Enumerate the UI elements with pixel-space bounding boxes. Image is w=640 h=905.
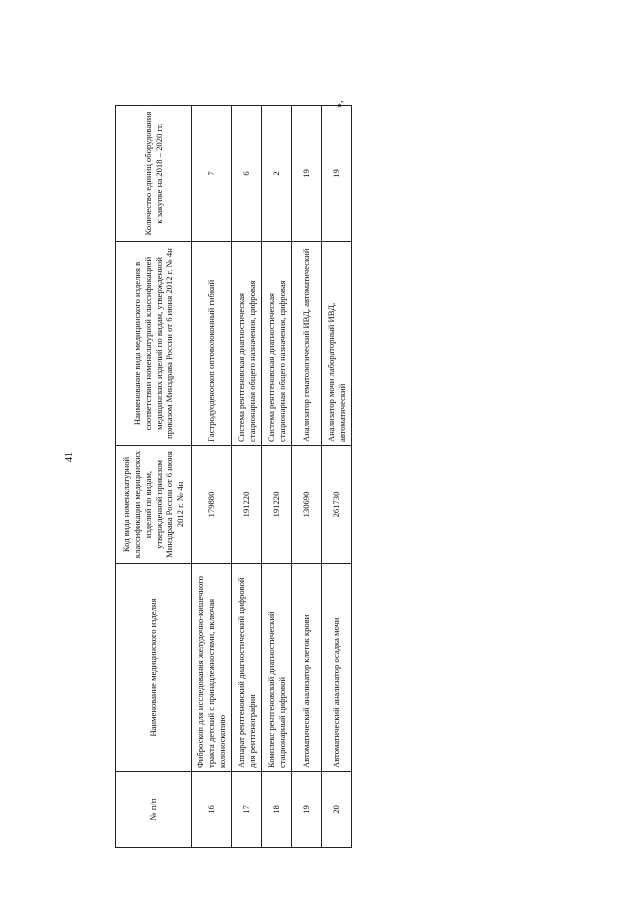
row-code: 191220 xyxy=(262,446,292,564)
row-device-name: Автоматический анализатор осадка мочи xyxy=(322,564,352,772)
header-quantity: Количество единиц оборудования к закупке на 2018 – 2020 гг. xyxy=(116,106,192,242)
table-row xyxy=(262,106,292,848)
row-type-name: Анализатор мочи лабораторный ИВД, автоматический xyxy=(322,242,352,446)
row-quantity: 2 xyxy=(262,106,292,242)
header-type-name: Наименование вида медицинского изделия в соответствии номенклатурной классификацией медицинских изделий по видам, утвержденной приказом Минздрава России от 6 июня 2012 г. № 4н xyxy=(116,242,192,446)
row-type-name: Анализатор гематологический ИВД, автоматический xyxy=(292,242,322,446)
page-number: 41 xyxy=(64,452,75,462)
row-quantity: 7 xyxy=(192,106,232,242)
row-quantity: 6 xyxy=(232,106,262,242)
row-code: 191220 xyxy=(232,446,262,564)
row-number: 20 xyxy=(322,772,352,848)
row-type-name: Система рентгеновская диагностическая стационарная общего назначения, цифровая xyxy=(232,242,262,446)
row-quantity: 19 xyxy=(292,106,322,242)
row-code: 130690 xyxy=(292,446,322,564)
table-row xyxy=(232,106,262,848)
table-row xyxy=(322,106,352,848)
row-type-name: Гастродуоденоскоп оптоволоконный гибкий xyxy=(192,242,232,446)
table-row xyxy=(292,106,322,848)
header-device-name: Наименование медицинского изделия xyxy=(116,564,192,772)
row-code: 179880 xyxy=(192,446,232,564)
row-device-name: Фиброскоп для исследования желудочно-кишечного тракта детский с принадлежностями, включая колоноскопию xyxy=(192,564,232,772)
row-type-name: Система рентгеновская диагностическая стационарная общего назначения, цифровая xyxy=(262,242,292,446)
table-row xyxy=(192,106,232,848)
row-number: 17 xyxy=(232,772,262,848)
table-header-row xyxy=(116,106,192,848)
row-device-name: Комплекс рентгеновский диагностический стационарный цифровой xyxy=(262,564,292,772)
header-code: Код вида номенклатурной классификации медицинских изделий по видам, утвержденной приказом Минздрава России от 6 июня 2012 г. № 4н xyxy=(116,446,192,564)
row-device-name: Автоматический анализатор клеток крови xyxy=(292,564,322,772)
row-code: 261730 xyxy=(322,446,352,564)
rotated-table-container xyxy=(115,106,347,848)
corner-mark: », xyxy=(334,100,345,108)
row-device-name: Аппарат рентгеновский диагностический цифровой для рентгенографии xyxy=(232,564,262,772)
row-number: 18 xyxy=(262,772,292,848)
row-quantity: 19 xyxy=(322,106,352,242)
equipment-table xyxy=(115,105,352,848)
row-number: 19 xyxy=(292,772,322,848)
row-number: 16 xyxy=(192,772,232,848)
header-number: № п/п xyxy=(116,772,192,848)
